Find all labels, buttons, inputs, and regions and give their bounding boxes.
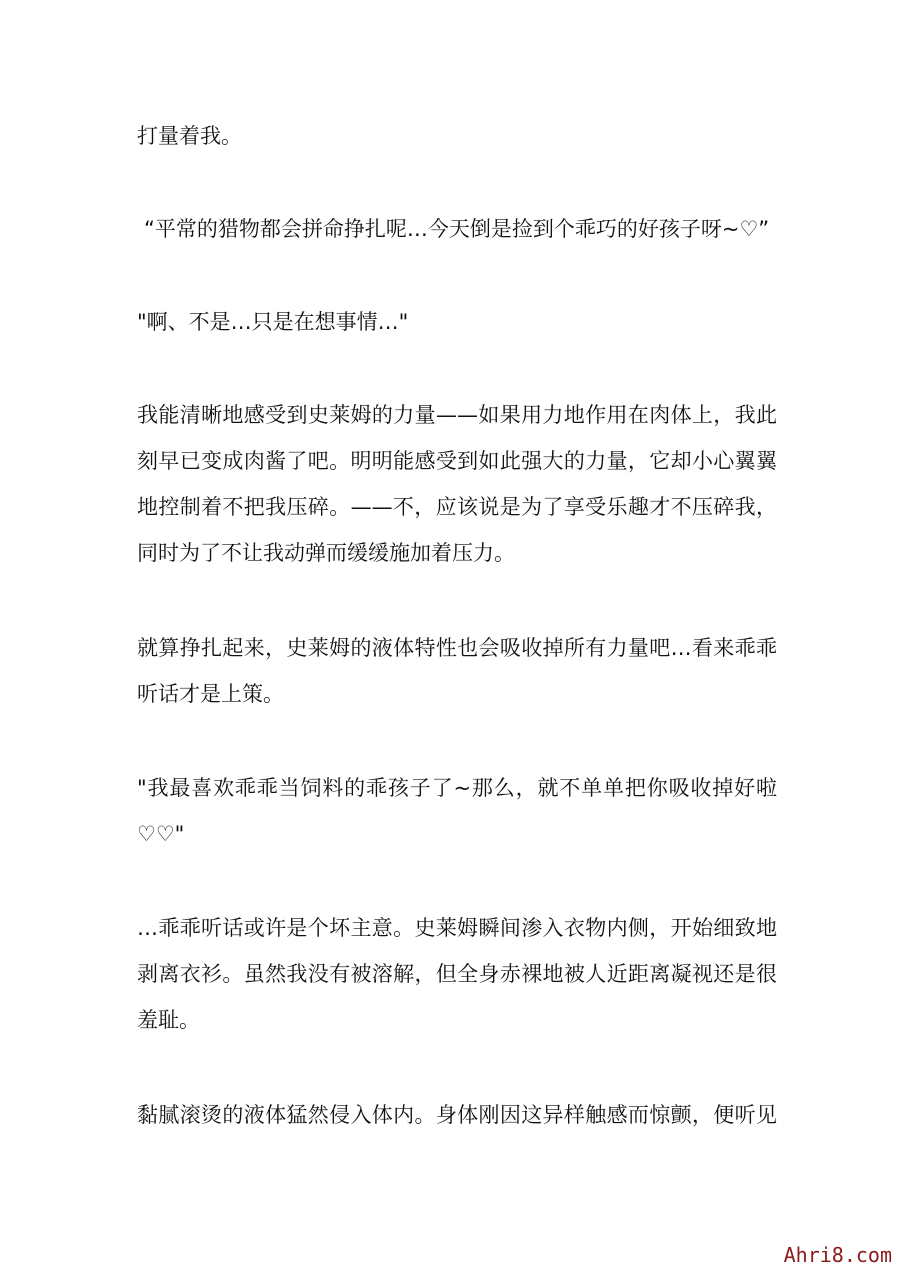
paragraph-3-line-1: "啊、不是…只是在想事情…" <box>137 310 409 334</box>
paragraph-6-line-1: "我最喜欢乖乖当饲料的乖孩子了~那么，就不单单把你吸收掉好啦 <box>137 776 777 800</box>
paragraph-7-line-2: 剥离衣衫。虽然我没有被溶解，但全身赤裸地被人近距离凝视还是很 <box>137 962 777 986</box>
paragraph-4-line-3: 地控制着不把我压碎。——不，应该说是为了享受乐趣才不压碎我， <box>137 495 777 519</box>
paragraph-6-line-2: ♡♡" <box>137 822 185 846</box>
watermark-text: Ahri8.com <box>783 1243 892 1267</box>
paragraph-4-line-1: 我能清晰地感受到史莱姆的力量——如果用力地作用在肉体上，我此 <box>137 403 777 427</box>
paragraph-8-line-1: 黏腻滚烫的液体猛然侵入体内。身体刚因这异样触感而惊颤，便听见 <box>137 1103 777 1127</box>
paragraph-4-line-4: 同时为了不让我动弹而缓缓施加着压力。 <box>137 541 515 565</box>
paragraph-7-line-3: 羞耻。 <box>137 1008 200 1032</box>
paragraph-1-line-1: 打量着我。 <box>137 124 242 148</box>
paragraph-4-line-2: 刻早已变成肉酱了吧。明明能感受到如此强大的力量，它却小心翼翼 <box>137 449 777 473</box>
paragraph-5-line-1: 就算挣扎起来，史莱姆的液体特性也会吸收掉所有力量吧…看来乖乖 <box>137 636 777 660</box>
paragraph-5-line-2: 听话才是上策。 <box>137 682 284 706</box>
paragraph-2-line-1: “平常的猎物都会拼命挣扎呢…今天倒是捡到个乖巧的好孩子呀~♡” <box>144 217 770 241</box>
paragraph-7-line-1: …乖乖听话或许是个坏主意。史莱姆瞬间渗入衣物内侧，开始细致地 <box>137 916 777 940</box>
